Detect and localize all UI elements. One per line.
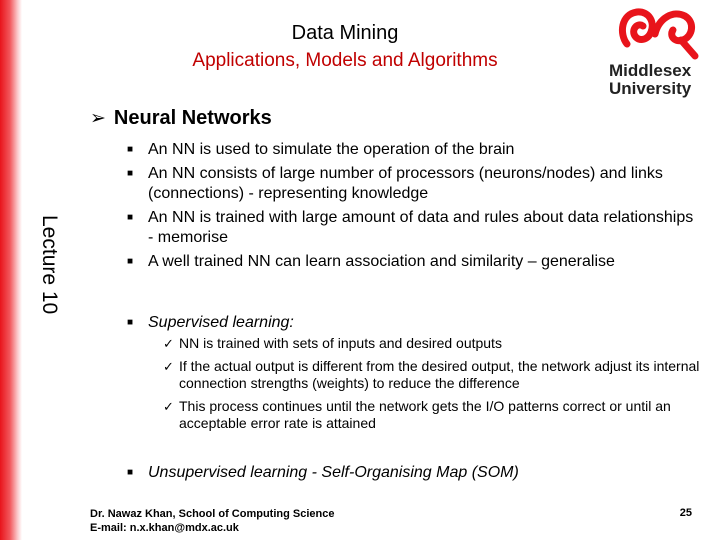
left-accent-bar (0, 0, 22, 540)
square-bullet-icon: ■ (127, 256, 134, 267)
slide-subtitle: Applications, Models and Algorithms (192, 50, 498, 71)
list-item (127, 140, 697, 160)
section-heading-text: Neural Networks (113, 107, 272, 129)
point-text: If the actual output is different from the desired output, the network adjust its internal connection strengths (weights) to reduce the difference (179, 358, 700, 391)
square-bullet-icon: ■ (127, 144, 134, 155)
supervised-heading (127, 313, 697, 333)
footer-email: E-mail: n.x.khan@mdx.ac.uk (90, 522, 239, 534)
list-item (127, 208, 697, 248)
logo-text-line2: University (609, 79, 692, 98)
logo-mark-icon (615, 4, 701, 62)
page-number: 25 (679, 507, 692, 519)
supervised-points (163, 335, 703, 438)
checkmark-icon: ✓ (163, 336, 174, 351)
list-item (163, 335, 703, 352)
square-bullet-icon: ■ (127, 467, 134, 478)
section-heading (90, 107, 272, 130)
bullet-text: A well trained NN can learn association and similarity – generalise (148, 253, 615, 270)
lecture-label-text: Lecture 10 (38, 215, 61, 315)
logo-text-line1: Middlesex (609, 61, 692, 80)
square-bullet-icon: ■ (127, 212, 134, 223)
footer-author (90, 507, 490, 535)
checkmark-icon: ✓ (163, 399, 174, 414)
point-text: NN is trained with sets of inputs and desired outputs (179, 335, 502, 351)
arrow-right-icon: ➢ (90, 108, 106, 129)
square-bullet-icon: ■ (127, 317, 134, 328)
square-bullet-icon: ■ (127, 168, 134, 179)
slide-title: Data Mining (291, 22, 399, 44)
point-text: This process continues until the network gets the I/O patterns correct or until an acceptable error rate is attained (179, 398, 671, 431)
list-item (127, 463, 697, 483)
bullet-text: An NN is used to simulate the operation of the brain (148, 141, 515, 158)
bullet-list (127, 140, 697, 276)
list-item (163, 358, 703, 392)
university-logo (605, 0, 710, 105)
bullet-text: An NN is trained with large amount of data and rules about data relationships - memorise (148, 209, 694, 246)
list-item (127, 164, 697, 204)
list-item (127, 252, 697, 272)
list-item (163, 398, 703, 432)
footer-author-name: Dr. Nawaz Khan, School of Computing Science (90, 508, 335, 520)
list-item (127, 313, 697, 333)
checkmark-icon: ✓ (163, 359, 174, 374)
unsupervised-label: Unsupervised learning - Self-Organising Map (SOM) (148, 464, 519, 481)
bullet-text: An NN consists of large number of processors (neurons/nodes) and links (connections) - representing knowledge (148, 165, 663, 202)
unsupervised-heading (127, 463, 697, 483)
supervised-label: Supervised learning: (148, 314, 294, 331)
